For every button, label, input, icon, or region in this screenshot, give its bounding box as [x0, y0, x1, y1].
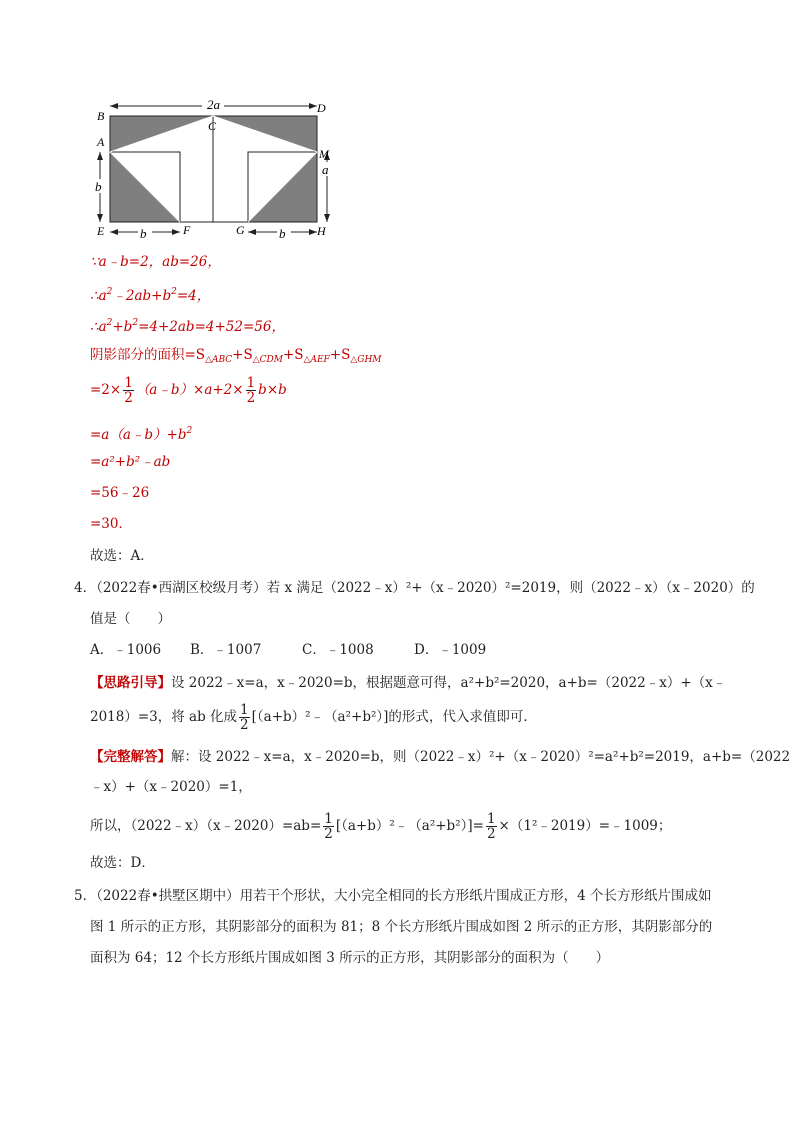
- answer-line-3: 所以，（2022﹣x）（x﹣2020）=ab= $\frac{1}{2}$ [（a+b）²﹣（a²+b²）]= $\frac{1}{2}$ ×（1²﹣2019）=﹣1009；: [90, 811, 672, 842]
- label-g: G: [236, 223, 245, 237]
- hint-line-1: 【思路引导】设 2022﹣x=a，x﹣2020=b，根据题意可得，a²+b²=2020，a+b=（2022﹣x）+（x﹣: [90, 675, 727, 691]
- option-c[interactable]: C．﹣1008: [302, 642, 374, 658]
- dim-bottom-left-label: b: [140, 226, 147, 241]
- question-4-options: [90, 640, 514, 660]
- dim-bottom-right-label: b: [279, 226, 286, 241]
- option-a[interactable]: A．﹣1006: [90, 642, 162, 658]
- answer-conclusion: 故选：D．: [90, 855, 155, 871]
- fraction-half: $\frac{1}{2}$: [240, 702, 249, 733]
- solution-line-9: =30．: [90, 516, 132, 532]
- option-d[interactable]: D．﹣1009: [414, 642, 487, 658]
- option-b[interactable]: B．﹣1007: [190, 642, 262, 658]
- label-d: D: [317, 101, 326, 115]
- dim-top-label: 2a: [207, 97, 220, 112]
- solution-conclusion: 故选：A．: [90, 548, 154, 564]
- label-c: C: [208, 119, 217, 133]
- question-5-line-3: 面积为 64；12 个长方形纸片围成如图 3 所示的正方形，其阴影部分的面积为（ ）: [90, 950, 610, 966]
- hint-line-2: 2018）=3，将 ab 化成 $\frac{1}{2}$ [（a+b）²﹣（a²+b²）]的形式，代入求值即可．: [90, 702, 537, 733]
- fraction-half: $\frac{1}{2}$: [486, 811, 496, 842]
- solution-line-5: =2× $\frac{1}{2}$ （a﹣b）×a+2× $\frac{1}{2}$ b×b: [90, 375, 287, 406]
- solution-line-7: =a²+b²﹣ab: [90, 454, 171, 470]
- answer-line-2: ﹣x）+（x﹣2020）=1，: [90, 779, 252, 795]
- geometry-figure: [88, 96, 348, 244]
- answer-line-1: 【完整解答】解：设 2022﹣x=a，x﹣2020=b，则（2022﹣x）²+（x﹣2020）²=a²+b²=2019，a+b=（2022: [90, 749, 791, 765]
- fraction-half: $\frac{1}{2}$: [246, 375, 256, 406]
- question-5-line-1: 5．（2022春•拱墅区期中）用若干个形状，大小完全相同的长方形纸片围成正方形，4 个长方形纸片围成如: [74, 888, 712, 904]
- solution-line-4: 阴影部分的面积$=S_{\triangle ABC}+S_{\triangle CDM}+S_{\triangle AEF}+S_{\triangle GHM}$: [90, 347, 382, 365]
- dim-right-label: a: [322, 162, 329, 177]
- solution-line-8: =56﹣26: [90, 485, 150, 501]
- label-e: E: [97, 224, 105, 238]
- question-5-line-2: 图 1 所示的正方形，其阴影部分的面积为 81；8 个长方形纸片围成如图 2 所示的正方形，其阴影部分的: [90, 919, 713, 935]
- question-4-stem-2: 值是（ ）: [90, 611, 171, 627]
- label-h: H: [317, 224, 326, 238]
- solution-line-3: $\therefore a^2+b^2=4+2ab=4+52=56$，: [90, 318, 285, 335]
- question-4-stem-1: 4．（2022春•西湖区校级月考）若 x 满足（2022﹣x）²+（x﹣2020）²=2019，则（2022﹣x）（x﹣2020）的: [74, 580, 755, 596]
- solution-line-1: ∵a﹣b=2，ab=26，: [90, 254, 221, 270]
- label-a: A: [97, 135, 105, 149]
- solution-line-6: $=a(a﹣b)+b^2$: [90, 426, 193, 443]
- solution-line-2: $\therefore a^2﹣2ab+b^2=4$，: [90, 287, 211, 304]
- label-b: B: [97, 109, 105, 123]
- label-f: F: [183, 223, 191, 237]
- label-m: M: [319, 147, 329, 161]
- dim-left-label: b: [95, 179, 102, 194]
- fraction-half: $\frac{1}{2}$: [124, 375, 133, 406]
- fraction-half: $\frac{1}{2}$: [324, 811, 333, 842]
